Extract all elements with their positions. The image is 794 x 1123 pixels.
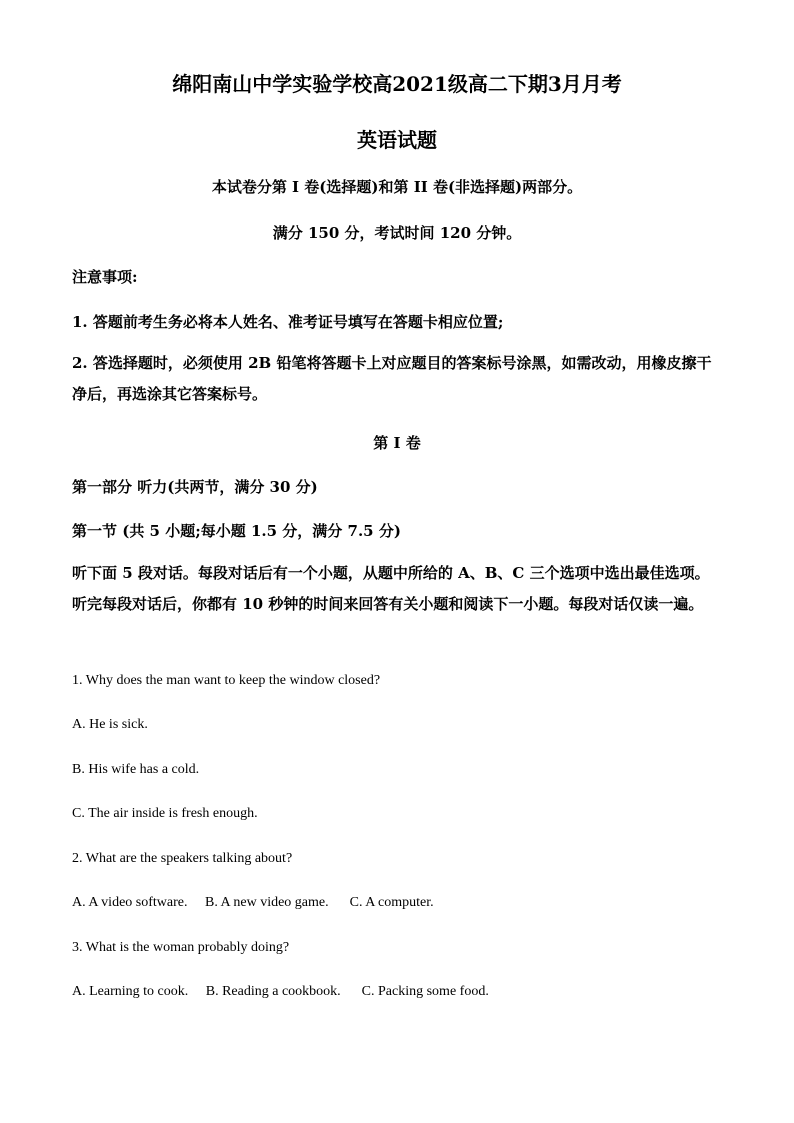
question-3-stem: 3. What is the woman probably doing?	[72, 940, 290, 955]
score-and-time: 满分 150 分，考试时间 120 分钟。	[272, 224, 522, 242]
question-3-options: A. Learning to cook. B. Reading a cookbook. C. Packing some food.	[72, 984, 489, 999]
question-1-option-a: A. He is sick.	[72, 717, 148, 732]
note-item-1: 1. 答题前考生务必将本人姓名、准考证号填写在答题卡相应位置;	[72, 313, 504, 331]
question-2-stem: 2. What are the speakers talking about?	[72, 851, 293, 866]
question-1-stem: 1. Why does the man want to keep the window closed?	[72, 673, 381, 688]
note-item-2: 2. 答选择题时，必须使用 2B 铅笔将答题卡上对应题目的答案标号涂黑，如需改动，用橡皮擦干净后，再选涂其它答案标号。	[72, 354, 712, 403]
question-2-options: A. A video software. B. A new video game. C. A computer.	[72, 895, 434, 910]
notes-heading: 注意事项:	[72, 268, 138, 286]
listening-instructions: 听下面 5 段对话。每段对话后有一个小题，从题中所给的 A、B、C 三个选项中选出最佳选项。听完每段对话后，你都有 10 秒钟的时间来回答有关小题和阅读下一小题。每段对话仅读一遍。	[72, 564, 710, 613]
subsection-heading: 第一节 (共 5 小题;每小题 1.5 分，满分 7.5 分)	[72, 522, 401, 540]
exam-subtitle: 英语试题	[357, 128, 437, 152]
volume-heading: 第 I 卷	[373, 434, 421, 452]
part-heading: 第一部分 听力(共两节，满分 30 分)	[72, 478, 318, 496]
question-1-option-b: B. His wife has a cold.	[72, 762, 200, 777]
exam-title: 绵阳南山中学实验学校高2021级高二下期3月月考	[172, 72, 622, 96]
paper-composition: 本试卷分第 I 卷(选择题)和第 II 卷(非选择题)两部分。	[211, 178, 583, 196]
question-1-option-c: C. The air inside is fresh enough.	[72, 806, 258, 821]
